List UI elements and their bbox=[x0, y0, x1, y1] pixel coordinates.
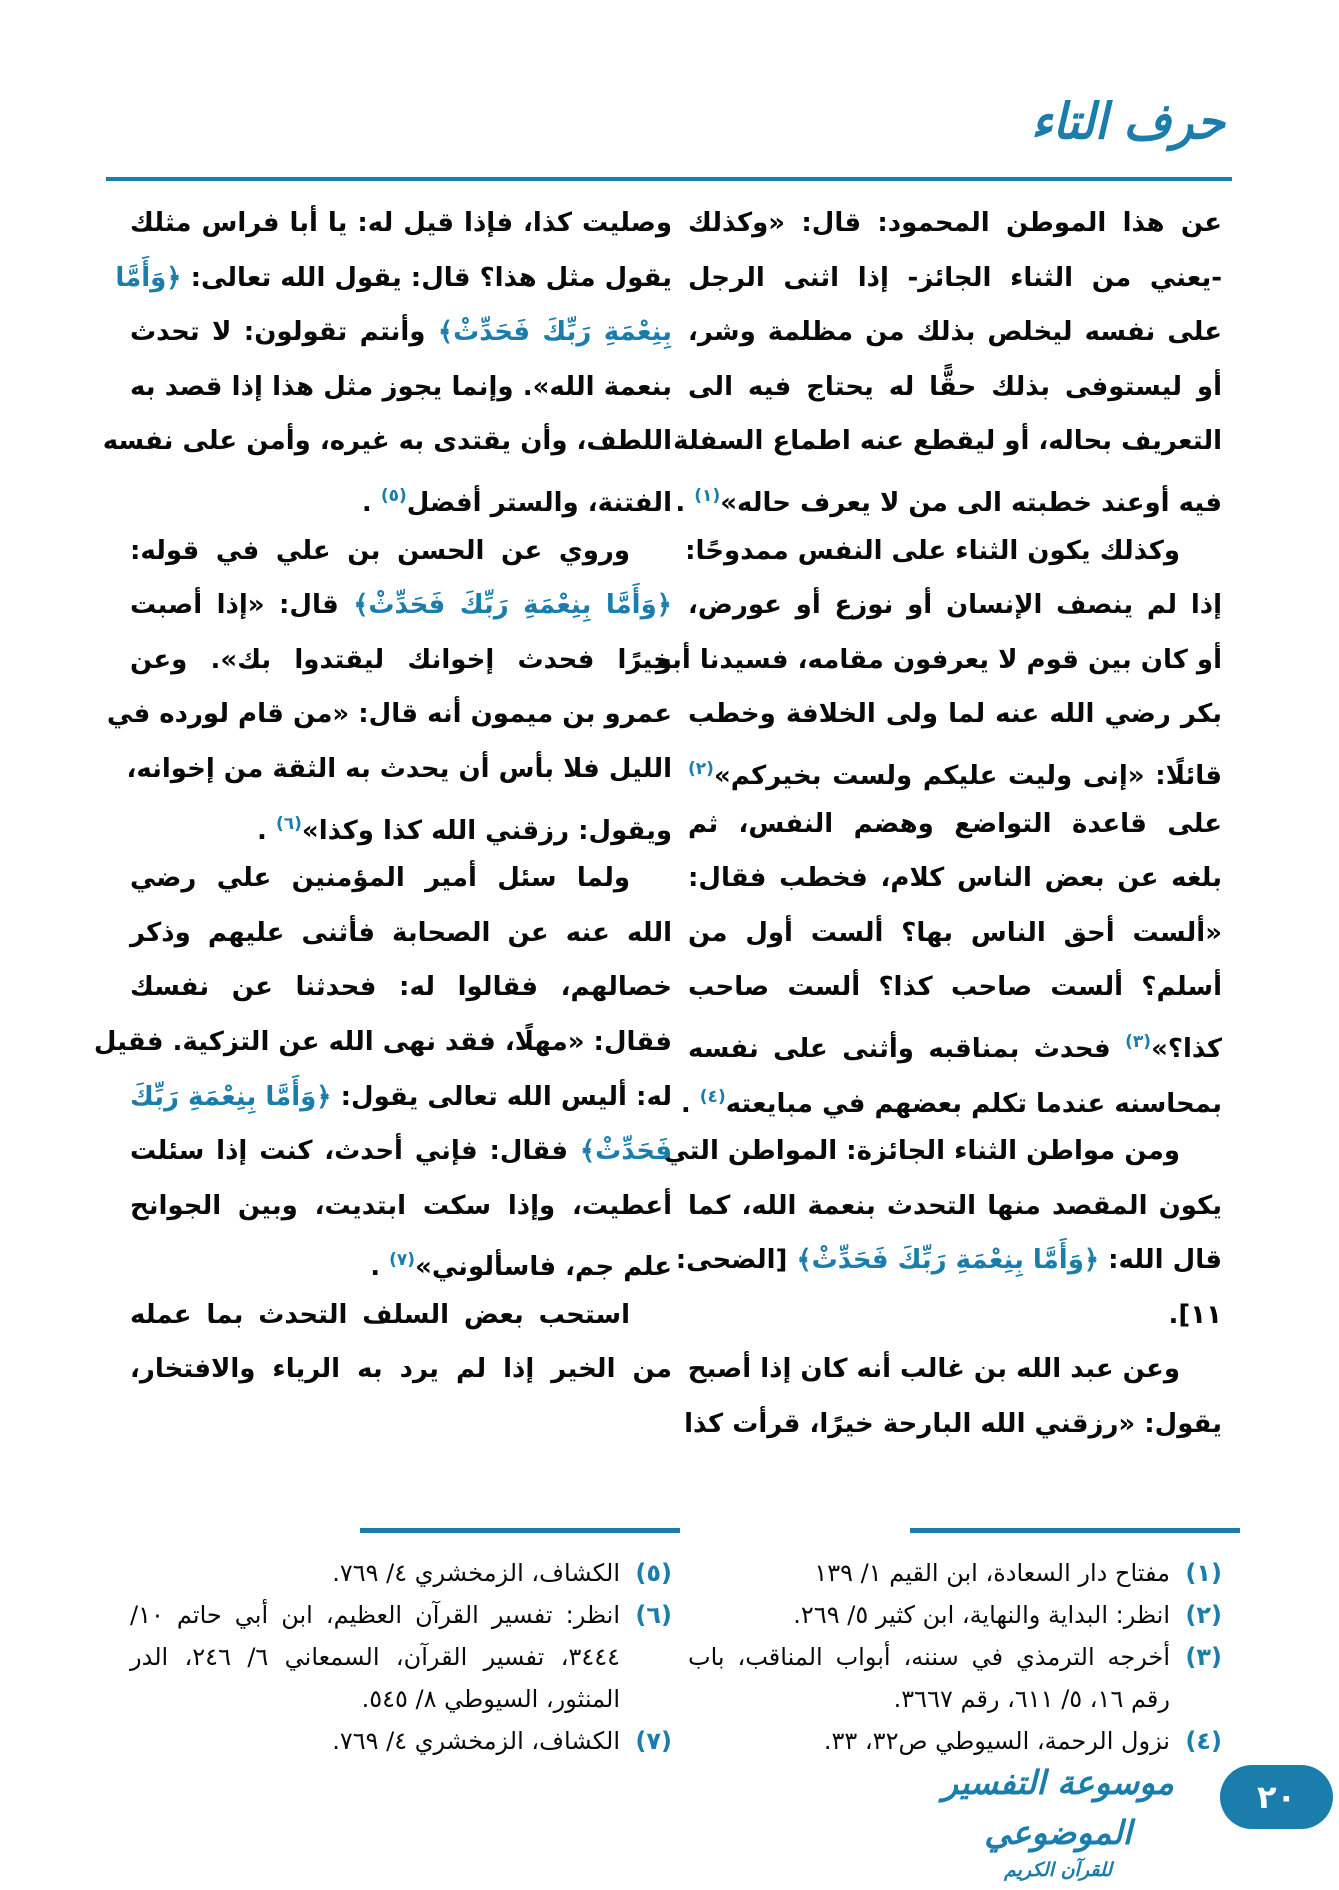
text-segment: بنعمة الله». وإنما يجوز مثل هذا إذا قصد به bbox=[130, 371, 672, 402]
text-segment: وعن عبد الله بن غالب أنه كان إذا أصبح bbox=[687, 1354, 1180, 1385]
text-line bbox=[130, 906, 672, 961]
text-line bbox=[675, 469, 1222, 524]
text-line bbox=[675, 1233, 1222, 1288]
text-segment: وصليت كذا، فإذا قيل له: يا أبا فراس مثلك bbox=[130, 208, 672, 238]
text-segment: كذا؟» bbox=[1151, 1033, 1222, 1064]
text-line bbox=[688, 1179, 1222, 1234]
footnote bbox=[130, 1552, 672, 1594]
text-line bbox=[688, 742, 1222, 797]
text-line bbox=[688, 578, 1222, 633]
text-line bbox=[130, 360, 672, 415]
footnote bbox=[688, 1552, 1222, 1594]
text-line bbox=[93, 1015, 672, 1070]
text-line bbox=[130, 578, 672, 633]
text-segment: . bbox=[680, 1088, 700, 1119]
publisher-logo-subtitle: للقرآن الكريم bbox=[1004, 1859, 1112, 1881]
footnote-text: نزول الرحمة، السيوطي ص٣٢، ٣٣. bbox=[823, 1727, 1170, 1755]
text-line bbox=[688, 1015, 1222, 1070]
publisher-logo-title: موسوعة التفسير الموضوعي bbox=[942, 1763, 1174, 1852]
text-segment: فقال: «مهلًا، فقد نهى الله عن التزكية. فقيل bbox=[93, 1026, 672, 1057]
text-segment: على قاعدة التواضع وهضم النفس، ثم bbox=[688, 808, 1222, 839]
text-segment: يقول مثل هذا؟ قال: يقول الله تعالى: bbox=[181, 262, 672, 293]
footnote-text: الكشاف، الزمخشري ٤/ ٧٦٩. bbox=[332, 1727, 620, 1755]
footnote-ref: (٧) bbox=[389, 1250, 416, 1271]
text-segment: الفتنة، والستر أفضل bbox=[406, 487, 672, 518]
text-segment: بكر رضي الله عنه لما ولى الخلافة وخطب bbox=[688, 699, 1222, 730]
footnote-ref: (٤) bbox=[699, 1086, 726, 1107]
text-line bbox=[130, 196, 672, 251]
text-segment: فحدث بمناقبه وأثنى على نفسه bbox=[688, 1033, 1126, 1064]
text-segment: خصالهم، فقالوا له: فحدثنا عن نفسك bbox=[130, 972, 672, 1003]
footnote-separator-right bbox=[910, 1528, 1240, 1533]
text-segment: يقول: «رزقني الله البارحة خيرًا، قرأت كذا bbox=[684, 1409, 1222, 1440]
text-segment: له: أليس الله تعالى يقول: bbox=[331, 1081, 672, 1112]
footnote-text: مفتاح دار السعادة، ابن القيم ١/ ١٣٩ bbox=[814, 1559, 1170, 1587]
text-segment: خيرًا فحدث إخوانك ليقتدوا بك». وعن bbox=[130, 644, 672, 675]
text-line bbox=[130, 1288, 672, 1343]
footnote-ref: (٦) bbox=[275, 813, 302, 834]
text-segment: -يعني من الثناء الجائز- إذا اثنى الرجل bbox=[688, 262, 1222, 293]
text-line bbox=[688, 797, 1222, 852]
footnote bbox=[688, 1636, 1222, 1720]
footnotes-left bbox=[130, 1552, 672, 1762]
text-line bbox=[688, 1288, 1222, 1343]
text-segment: من الخير إذا لم يرد به الرياء والافتخار، bbox=[130, 1354, 672, 1385]
column-right bbox=[655, 196, 1222, 1452]
text-segment: التعريف بحاله، أو ليقطع عنه اطماع السفلة bbox=[673, 426, 1222, 457]
quran-verse: ﴿وَأَمَّا بِنِعْمَةِ رَبِّكَ فَحَدِّثْ﴾ bbox=[353, 590, 672, 621]
footnote-text: الكشاف، الزمخشري ٤/ ٧٦٩. bbox=[332, 1559, 620, 1587]
text-line bbox=[130, 524, 672, 579]
footnote-number: (٦) bbox=[635, 1601, 672, 1629]
text-segment: أو ليستوفى بذلك حقًّا له يحتاج فيه الى bbox=[688, 371, 1222, 402]
text-segment: فقال: فإني أحدث، كنت إذا سئلت bbox=[130, 1136, 580, 1167]
footnote-number: (٢) bbox=[1185, 1601, 1222, 1629]
footnote-ref: (٣) bbox=[1125, 1031, 1152, 1052]
quran-verse: بِنِعْمَةِ رَبِّكَ فَحَدِّثْ﴾ bbox=[437, 317, 673, 348]
text-line bbox=[130, 1124, 672, 1179]
text-segment: يكون المقصد منها التحدث بنعمة الله، كما bbox=[688, 1190, 1222, 1221]
text-segment: . bbox=[361, 487, 381, 518]
text-segment: قال الله: bbox=[1099, 1245, 1222, 1276]
text-line bbox=[130, 960, 672, 1015]
footnotes-right bbox=[688, 1552, 1222, 1762]
footnote-text: انظر: البداية والنهاية، ابن كثير ٥/ ٢٦٩. bbox=[793, 1601, 1170, 1629]
footnote-number: (٣) bbox=[1185, 1643, 1222, 1671]
column-left bbox=[93, 196, 673, 1397]
publisher-logo bbox=[927, 1758, 1189, 1881]
text-line bbox=[684, 1397, 1222, 1452]
footnote-number: (٧) bbox=[635, 1727, 672, 1755]
text-segment: عمرو بن ميمون أنه قال: «من قام لورده في bbox=[106, 699, 672, 730]
text-line bbox=[688, 906, 1222, 961]
text-segment: وكذلك يكون الثناء على النفس ممدوحًا: bbox=[685, 535, 1180, 566]
text-segment: ولما سئل أمير المؤمنين علي رضي bbox=[130, 863, 630, 894]
text-segment: اللطف، وأن يقتدى به غيره، وأمن على نفسه bbox=[102, 426, 672, 457]
text-segment: ١١]. bbox=[1168, 1299, 1222, 1330]
text-line bbox=[680, 1070, 1222, 1125]
text-line bbox=[106, 687, 672, 742]
text-line bbox=[130, 1342, 672, 1397]
text-segment: علم جم، فاسألوني» bbox=[415, 1252, 672, 1283]
quran-verse: ﴿وَأَمَّا بِنِعْمَةِ رَبِّكَ bbox=[130, 1081, 332, 1112]
text-line bbox=[655, 633, 1222, 688]
text-segment: استحب بعض السلف التحدث بما عمله bbox=[130, 1299, 630, 1330]
text-segment: الليل فلا بأس أن يحدث به الثقة من إخوانه، bbox=[126, 753, 672, 784]
text-line bbox=[130, 1070, 672, 1125]
text-segment: . bbox=[257, 815, 276, 846]
text-segment: قال: «إذا أصبت bbox=[130, 590, 354, 621]
text-line bbox=[130, 305, 672, 360]
text-segment: «ألست أحق الناس بها؟ ألست أول من bbox=[688, 917, 1222, 948]
text-segment: [الضحى: bbox=[675, 1245, 797, 1276]
text-segment: الله عنه عن الصحابة فأثنى عليهم وذكر bbox=[130, 917, 672, 948]
text-segment: عن هذا الموطن المحمود: قال: «وكذلك bbox=[688, 208, 1222, 238]
footnote bbox=[688, 1720, 1222, 1762]
text-line bbox=[673, 414, 1222, 469]
text-line bbox=[126, 742, 672, 797]
text-line bbox=[688, 196, 1222, 251]
text-line bbox=[130, 851, 672, 906]
text-line bbox=[688, 360, 1222, 415]
text-line bbox=[130, 797, 672, 852]
text-segment: بمحاسنه عندما تكلم بعضهم في مبايعته bbox=[725, 1088, 1222, 1119]
text-segment: أو كان بين قوم لا يعرفون مقامه، فسيدنا أبو bbox=[655, 644, 1222, 675]
quran-verse: ﴿وَأَمَّا bbox=[115, 262, 182, 293]
text-line bbox=[130, 633, 672, 688]
footnote-text: أخرجه الترمذي في سننه، أبواب المناقب، باب رقم ١٦، ٥/ ٦١١، رقم ٣٦٦٧. bbox=[688, 1643, 1170, 1713]
text-line bbox=[663, 1124, 1222, 1179]
footnote-number: (٤) bbox=[1185, 1727, 1222, 1755]
text-line bbox=[130, 469, 672, 524]
text-segment: وروي عن الحسن بن علي في قوله: bbox=[130, 535, 630, 566]
text-line bbox=[688, 851, 1222, 906]
text-line bbox=[130, 1233, 672, 1288]
footnote-separator-left bbox=[360, 1528, 680, 1533]
quran-verse: ﴿وَأَمَّا بِنِعْمَةِ رَبِّكَ فَحَدِّثْ﴾ bbox=[796, 1245, 1100, 1276]
text-line bbox=[102, 414, 672, 469]
footnote-ref: (٢) bbox=[688, 758, 714, 779]
text-line bbox=[688, 1342, 1222, 1397]
text-segment: . bbox=[370, 1252, 390, 1283]
text-segment: إذا لم ينصف الإنسان أو نوزع أو عورض، bbox=[688, 590, 1222, 621]
footnote-ref: (٥) bbox=[380, 485, 407, 506]
text-segment: فيه أوعند خطبته الى من لا يعرف حاله» bbox=[720, 487, 1222, 518]
footnote-number: (٥) bbox=[635, 1559, 672, 1587]
text-line bbox=[685, 524, 1222, 579]
footnote-number: (١) bbox=[1185, 1559, 1222, 1587]
text-segment: على نفسه ليخلص بذلك من مظلمة وشر، bbox=[688, 317, 1222, 348]
quran-verse: فَحَدِّثْ﴾ bbox=[579, 1136, 672, 1167]
chapter-title: حرف التاء bbox=[1031, 92, 1225, 151]
footnote-text: انظر: تفسير القرآن العظيم، ابن أبي حاتم ١٠/ ٣٤٤٤، تفسير القرآن، السمعاني ٦/ ٢٤٦، الدر المنثور، السيوطي ٨/ ٥٤٥. bbox=[130, 1601, 621, 1713]
text-segment: وأنتم تقولون: لا تحدث bbox=[130, 317, 438, 348]
text-segment: أعطيت، وإذا سكت ابتديت، وبين الجوانح bbox=[130, 1190, 672, 1221]
page-number-badge: ٢٠ bbox=[1220, 1765, 1333, 1829]
text-line bbox=[688, 960, 1222, 1015]
text-segment: . bbox=[675, 487, 695, 518]
footnote bbox=[688, 1594, 1222, 1636]
footnote bbox=[130, 1720, 672, 1762]
text-line bbox=[115, 251, 672, 306]
text-line bbox=[688, 687, 1222, 742]
text-segment: ومن مواطن الثناء الجائزة: المواطن التي bbox=[663, 1136, 1180, 1167]
footnote-ref: (١) bbox=[694, 485, 721, 506]
text-line bbox=[688, 305, 1222, 360]
text-segment: قائلًا: «إنى وليت عليكم ولست بخيركم» bbox=[713, 760, 1222, 791]
text-line bbox=[130, 1179, 672, 1234]
text-segment: أسلم؟ ألست صاحب كذا؟ ألست صاحب bbox=[688, 972, 1222, 1003]
footnote bbox=[130, 1594, 672, 1720]
text-segment: ويقول: رزقني الله كذا وكذا» bbox=[301, 815, 672, 846]
header-rule bbox=[106, 177, 1232, 181]
text-line bbox=[688, 251, 1222, 306]
text-segment: بلغه عن بعض الناس كلام، فخطب فقال: bbox=[688, 863, 1222, 894]
